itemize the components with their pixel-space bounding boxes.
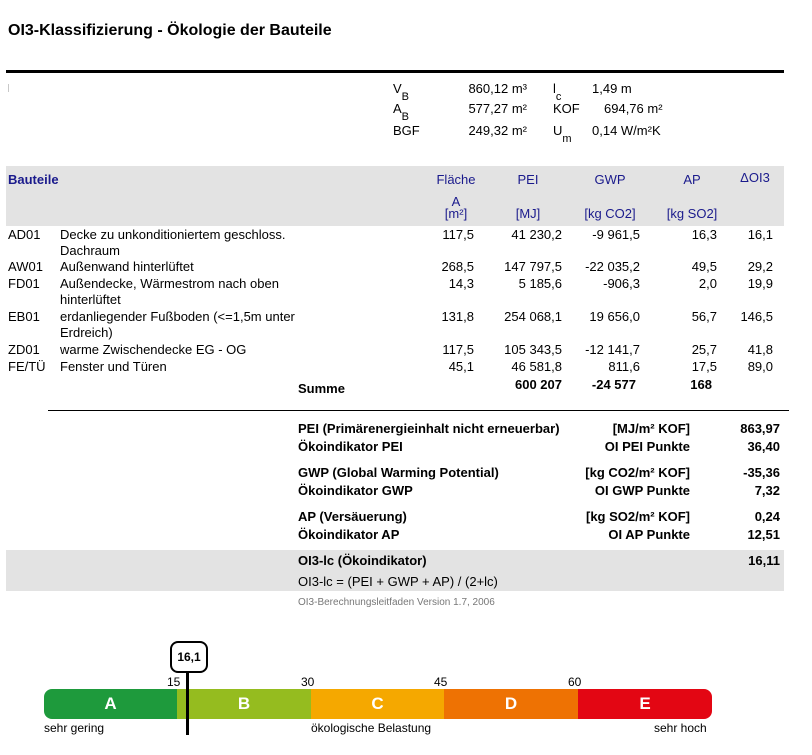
summe-pei: 600 207: [515, 377, 562, 392]
row-code: AW01: [8, 259, 43, 274]
result-unit: OI AP Punkte: [608, 527, 690, 542]
row-delta-oi3: 41,8: [747, 342, 773, 357]
result-unit: OI PEI Punkte: [604, 439, 690, 454]
scale-label-high: sehr hoch: [654, 721, 707, 735]
summe-ap: 168: [690, 377, 712, 392]
row-gwp: -906,3: [603, 276, 640, 291]
scale-tick-label: 60: [568, 675, 582, 689]
row-delta-oi3: 146,5: [740, 309, 773, 324]
column-header-flaeche: Fläche: [436, 172, 476, 187]
result-value: -35,36: [743, 465, 780, 480]
row-ap: 16,3: [691, 227, 717, 242]
scale-tick-label: 15: [167, 675, 181, 689]
param-value: 694,76 m²: [604, 101, 663, 116]
unit-gwp: [kg CO2]: [584, 206, 636, 221]
param-label: $l_c$: [553, 81, 562, 103]
oi3-formula: OI3-lc = (PEI + GWP + AP) / (2+lc): [298, 574, 498, 589]
scale-label-mid: ökologische Belastung: [311, 721, 432, 735]
row-delta-oi3: 89,0: [747, 359, 773, 374]
result-label: AP (Versäuerung): [298, 509, 407, 524]
row-flaeche: 14,3: [448, 276, 474, 291]
row-gwp: 19 656,0: [589, 309, 640, 324]
summe-gwp: -24 577: [591, 377, 636, 392]
oi3-marker-line: [186, 671, 189, 735]
row-ap: 56,7: [691, 309, 717, 324]
scale-tick-label: 30: [301, 675, 315, 689]
row-pei: 5 185,6: [518, 276, 562, 291]
oi3-marker: 16,1: [170, 641, 208, 673]
param-label: $U_m$: [553, 123, 572, 145]
param-label: BGF: [393, 123, 420, 138]
param-label: KOF: [553, 101, 580, 116]
row-pei: 105 343,5: [504, 342, 562, 357]
classification-scale: [44, 689, 712, 719]
row-code: ZD01: [8, 342, 40, 357]
result-unit: [MJ/m² KOF]: [612, 421, 690, 436]
scale-class-d: D: [444, 689, 578, 719]
scale-class-e: E: [578, 689, 712, 719]
unit-ap: [kg SO2]: [666, 206, 718, 221]
title-rule: [6, 70, 784, 73]
row-ap: 49,5: [691, 259, 717, 274]
column-header-gwp: GWP: [594, 172, 626, 187]
building-parameters: [393, 81, 693, 151]
row-code: FD01: [8, 276, 40, 291]
row-name: Außenwand hinterlüftet: [60, 259, 194, 274]
row-name: erdanliegender Fußboden (<=1,5m unter: [60, 309, 295, 324]
row-gwp: 811,6: [608, 359, 640, 374]
unit-flaeche-a: A: [451, 194, 461, 209]
row-delta-oi3: 29,2: [747, 259, 773, 274]
row-pei: 147 797,5: [504, 259, 562, 274]
scale-tick-label: 45: [434, 675, 448, 689]
row-name: warme Zwischendecke EG - OG: [60, 342, 247, 357]
param-value: 577,27 m²: [468, 101, 527, 116]
column-header-ap: AP: [683, 172, 701, 187]
result-unit: [kg CO2/m² KOF]: [585, 465, 690, 480]
unit-pei: [MJ]: [515, 206, 541, 221]
row-flaeche: 131,8: [441, 309, 474, 324]
row-name: Decke zu unkonditioniertem geschloss.: [60, 227, 286, 242]
scale-class-a: A: [44, 689, 177, 719]
row-delta-oi3: 16,1: [747, 227, 773, 242]
row-pei: 41 230,2: [511, 227, 562, 242]
result-value: 863,97: [740, 421, 780, 436]
summe-label: Summe: [298, 381, 345, 396]
param-value: 1,49 m: [592, 81, 632, 96]
result-unit: OI GWP Punkte: [594, 483, 690, 498]
scale-class-b: B: [177, 689, 311, 719]
row-ap: 17,5: [691, 359, 717, 374]
source-note: OI3-Berechnungsleitfaden Version 1.7, 2006: [298, 597, 495, 608]
column-header-bauteile: Bauteile: [8, 172, 59, 187]
row-gwp: -22 035,2: [585, 259, 640, 274]
result-label: Ökoindikator GWP: [298, 483, 413, 498]
scale-class-c: C: [311, 689, 444, 719]
result-label: GWP (Global Warming Potential): [298, 465, 499, 480]
param-label: $V_B$: [393, 81, 410, 103]
scale-label-low: sehr gering: [44, 721, 105, 735]
row-name-cont: Erdreich): [60, 325, 113, 340]
param-value: 0,14 W/m²K: [592, 123, 661, 138]
row-code: FE/TÜ: [8, 359, 46, 374]
row-name: Fenster und Türen: [60, 359, 167, 374]
result-value: 0,24: [754, 509, 780, 524]
oi3-label: OI3-lc (Ökoindikator): [298, 553, 427, 568]
param-label: $A_B$: [393, 101, 410, 123]
unit-flaeche: [m²]: [444, 206, 468, 221]
row-flaeche: 268,5: [441, 259, 474, 274]
result-label: Ökoindikator PEI: [298, 439, 403, 454]
column-header-delta-oi3: ΔOI3: [740, 170, 770, 185]
row-name-cont: hinterlüftet: [60, 292, 121, 307]
column-header-pei: PEI: [517, 172, 539, 187]
section-divider: [48, 410, 789, 411]
row-flaeche: 117,5: [442, 227, 474, 242]
result-value: 12,51: [747, 527, 780, 542]
result-value: 7,32: [754, 483, 780, 498]
row-flaeche: 117,5: [442, 342, 474, 357]
result-value: 36,40: [747, 439, 780, 454]
row-ap: 25,7: [691, 342, 717, 357]
result-label: PEI (Primärenergieinhalt nicht erneuerbar): [298, 421, 560, 436]
oi3-value: 16,11: [748, 553, 780, 568]
row-name-cont: Dachraum: [60, 243, 120, 258]
page-title: OI3-Klassifizierung - Ökologie der Bauteile: [8, 22, 332, 39]
param-value: 860,12 m³: [468, 81, 527, 96]
row-flaeche: 45,1: [448, 359, 474, 374]
margin-mark: [8, 84, 9, 92]
param-value: 249,32 m²: [468, 123, 527, 138]
row-pei: 46 581,8: [511, 359, 562, 374]
row-name: Außendecke, Wärmestrom nach oben: [60, 276, 279, 291]
row-ap: 2,0: [698, 276, 717, 291]
row-code: EB01: [8, 309, 40, 324]
row-delta-oi3: 19,9: [747, 276, 773, 291]
result-label: Ökoindikator AP: [298, 527, 400, 542]
row-code: AD01: [8, 227, 41, 242]
row-gwp: -9 961,5: [592, 227, 640, 242]
row-pei: 254 068,1: [504, 309, 562, 324]
result-unit: [kg SO2/m² KOF]: [585, 509, 690, 524]
row-gwp: -12 141,7: [585, 342, 640, 357]
